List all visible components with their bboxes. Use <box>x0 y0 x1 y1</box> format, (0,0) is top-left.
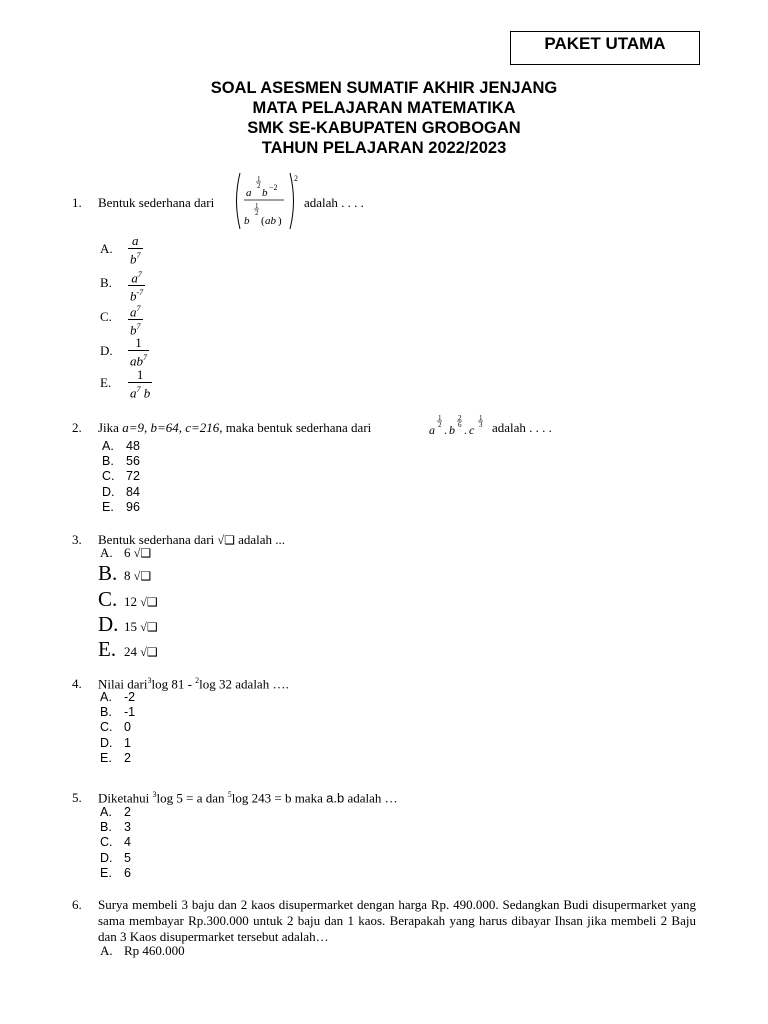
q1-expression <box>232 170 304 232</box>
svg-text:1: 1 <box>479 414 483 422</box>
q5-expression: a.b <box>326 790 345 806</box>
option-fraction <box>128 234 143 266</box>
header-line-2: MATA PELAJARAN MATEMATIKA <box>252 99 516 117</box>
svg-text:c: c <box>469 423 475 437</box>
svg-text:6: 6 <box>458 421 462 429</box>
header-line-3: SMK SE-KABUPATEN GROBOGAN <box>247 119 521 137</box>
sqrt-placeholder-icon: √❑ <box>133 569 152 583</box>
q4-text: Nilai dari$^3$log 81 - $^2$log 32 adalah …. <box>98 676 289 692</box>
svg-text:a: a <box>246 187 252 199</box>
q2-expression-graphic <box>428 412 488 438</box>
option-fraction <box>128 336 149 368</box>
q6-number: 6. <box>72 897 82 912</box>
header-line-4: TAHUN PELAJARAN 2022/2023 <box>261 139 507 157</box>
svg-text:1: 1 <box>255 202 259 210</box>
svg-text:2: 2 <box>257 182 261 190</box>
q3-option-a: A. 6 √❑ <box>100 545 152 560</box>
option-fraction <box>128 368 152 400</box>
header-line-1: SOAL ASESMEN SUMATIF AKHIR JENJANG <box>210 79 558 97</box>
q3-option-d: D. 15 √❑ <box>98 612 158 636</box>
q2-mid: maka bentuk sederhana dari <box>225 420 372 435</box>
fraction-numerator: a <box>130 304 137 320</box>
log-base-1: 3 <box>147 676 152 685</box>
q2-tail: adalah . . . . <box>492 420 552 435</box>
sqrt-placeholder-icon: √❑ <box>217 533 235 547</box>
svg-text:1: 1 <box>257 175 261 183</box>
svg-text:2: 2 <box>458 414 462 422</box>
option-letter: A. <box>100 241 113 256</box>
fraction-numerator: a <box>131 270 138 286</box>
svg-text:b: b <box>449 423 455 437</box>
svg-text:2: 2 <box>294 174 298 183</box>
q2-option-c: C. 72 <box>102 469 140 484</box>
q3-number: 3. <box>72 532 82 547</box>
log-base-1: 3 <box>152 790 157 799</box>
fraction-numerator: a <box>128 234 143 249</box>
fraction-denominator: b <box>130 251 137 267</box>
q5-option-c: C. 4 <box>100 835 131 850</box>
q4-option-d: D. 1 <box>100 735 131 750</box>
svg-text:1: 1 <box>438 414 442 422</box>
svg-text:2: 2 <box>438 421 442 429</box>
fraction-denominator: b <box>130 322 137 338</box>
option-fraction <box>128 268 145 304</box>
svg-text:−2: −2 <box>269 183 278 192</box>
q5-number: 5. <box>72 790 82 805</box>
q5-option-e: E. 6 <box>100 865 131 880</box>
denominator-tail: b <box>143 385 151 401</box>
q4-option-b: B. -1 <box>100 705 136 720</box>
q4-option-a: A. -2 <box>100 690 136 704</box>
q5-options <box>100 805 131 881</box>
denominator-exponent: 7 <box>136 385 141 394</box>
svg-text:ab: ab <box>265 215 276 227</box>
q3-tail: adalah ... <box>238 532 285 547</box>
q3-lead: Bentuk sederhana dari <box>98 532 215 547</box>
svg-text:a: a <box>429 423 435 437</box>
q4-option-e: E. 2 <box>100 750 131 765</box>
q6-option-a: A. Rp 460.000 <box>100 943 185 958</box>
q5-option-b: B. 3 <box>100 820 131 835</box>
option-fraction <box>128 302 143 338</box>
svg-text:3: 3 <box>479 421 483 429</box>
q3-option-e: E. 24 √❑ <box>98 637 158 661</box>
fraction-denominator: ab <box>130 353 143 369</box>
q2-option-b: B. 56 <box>102 454 140 469</box>
svg-text:.: . <box>444 423 447 437</box>
numerator-exponent: 7 <box>137 270 142 279</box>
q2-option-d: D. 84 <box>102 484 140 499</box>
fraction-numerator: 1 <box>128 336 149 351</box>
option-letter: C. <box>100 309 112 324</box>
option-letter: D. <box>100 343 113 358</box>
sqrt-placeholder-icon: √❑ <box>133 546 152 560</box>
q2-text <box>98 420 371 436</box>
q1-tail: adalah . . . . <box>304 195 364 210</box>
q4-number: 4. <box>72 676 82 691</box>
fraction-denominator: b <box>130 288 137 304</box>
log-base-2: 2 <box>195 676 200 685</box>
option-letter: E. <box>100 375 112 390</box>
denominator-exponent: 7 <box>136 251 141 260</box>
q4-option-c: C. 0 <box>100 720 131 735</box>
denominator-exponent: 7 <box>136 322 141 332</box>
svg-text:.: . <box>464 423 467 437</box>
sqrt-placeholder-icon: √❑ <box>140 620 158 634</box>
document-header <box>0 78 768 158</box>
sqrt-placeholder-icon: √❑ <box>140 645 158 659</box>
q1-number: 1. <box>72 195 82 210</box>
q3-option-c: C. 12 √❑ <box>98 587 158 611</box>
svg-text:b: b <box>244 215 250 227</box>
q3-option-b: B. 8 √❑ <box>98 561 152 585</box>
q6-text: Surya membeli 3 baju dan 2 kaos disupermarket dengan harga Rp. 490.000. Sedangkan Budi disupermarket yang sama membayar Rp.300.000 untuk 2 baju dan 1 kaos. Berapakah yang harus dibayar Ihsan jika membeli 2 Baju dan 3 Kaos disupermarket tersebut adalah… <box>98 897 696 944</box>
q2-number: 2. <box>72 420 82 435</box>
fraction-numerator: 1 <box>128 368 152 383</box>
q5-option-a: A. 2 <box>100 805 131 819</box>
svg-text:): ) <box>278 215 282 227</box>
svg-text:(: ( <box>261 215 265 227</box>
denominator-exponent: 7 <box>143 353 147 362</box>
q5-option-d: D. 5 <box>100 850 131 865</box>
q2-options <box>102 439 140 515</box>
q2-option-a: A. 48 <box>102 439 140 453</box>
denominator-exponent: -7 <box>136 288 144 298</box>
q4-options <box>100 690 135 766</box>
q2-lead: Jika <box>98 420 119 435</box>
q1-expression-graphic <box>232 170 304 232</box>
q2-option-e: E. 96 <box>102 499 140 514</box>
option-letter: B. <box>100 275 112 290</box>
sqrt-placeholder-icon: √❑ <box>140 595 158 609</box>
numerator-exponent: 7 <box>136 304 141 313</box>
log-base-2: 5 <box>227 790 232 799</box>
svg-text:b: b <box>262 187 268 199</box>
svg-text:2: 2 <box>255 209 259 217</box>
q2-condition: a=9, b=64, c=216, <box>122 420 223 435</box>
q1-lead: Bentuk sederhana dari <box>98 195 215 210</box>
paket-label: PAKET UTAMA <box>510 31 700 65</box>
q2-expression <box>428 412 488 438</box>
fraction-denominator: a <box>130 385 137 401</box>
q5-text: Diketahui $^3$log 5 = a dan $^5$log 243 = b maka a.b adalah … <box>98 790 398 806</box>
